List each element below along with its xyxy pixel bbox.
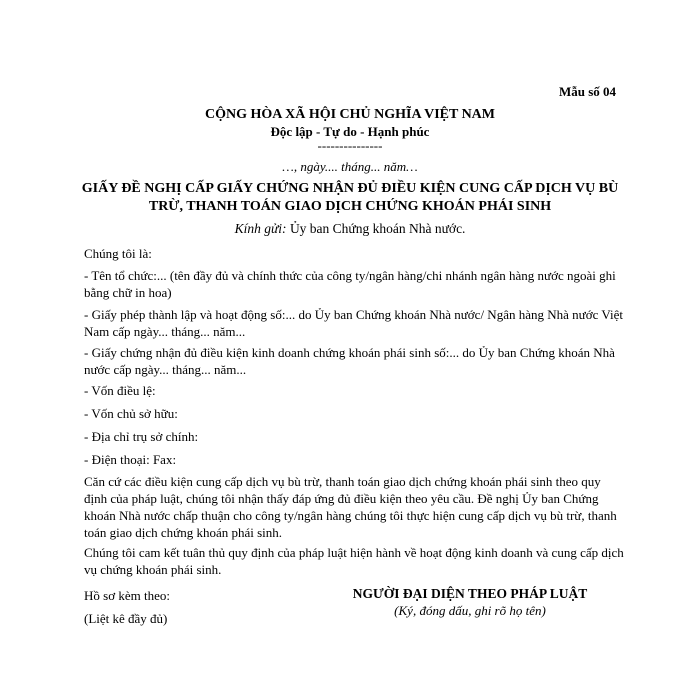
dateline: …, ngày.... tháng... năm… (282, 159, 418, 174)
signatory-note: (Ký, đóng dấu, ghi rõ họ tên) (394, 603, 546, 618)
recipient-line (0, 221, 700, 237)
organization-name-line: - Tên tổ chức:... (tên đầy đủ và chính thức của công ty/ngân hàng/chi nhánh ngân hàng nước ngoài ghi bằng chữ in hoa) (84, 268, 616, 300)
attachments-note: (Liệt kê đầy đủ) (84, 611, 168, 626)
address-line: - Địa chỉ trụ sở chính: (84, 429, 199, 444)
form-number: Mẫu số 04 (558, 84, 616, 99)
document-title: GIẤY ĐỀ NGHỊ CẤP GIẤY CHỨNG NHẬN ĐỦ ĐIỀU KIỆN CUNG CẤP DỊCH VỤ BÙ TRỪ, THANH TOÁN GIAO DỊCH CHỨNG KHOÁN PHÁI SINH (81, 181, 619, 214)
intro-text: Chúng tôi là: (84, 246, 152, 261)
license-line: - Giấy phép thành lập và hoạt động số:... do Ủy ban Chứng khoán Nhà nước/ Ngân hàng Nhà nước Việt Nam cấp ngày... tháng... năm... (84, 307, 623, 339)
recipient-label: Kính gửi: (234, 221, 287, 236)
basis-paragraph: Căn cứ các điều kiện cung cấp dịch vụ bù trừ, thanh toán giao dịch chứng khoán phái sinh theo quy định của pháp luật, chúng tôi nhận thấy đáp ứng đủ điều kiện theo yêu cầu. Đề nghị Ủy ban Chứng khoán Nhà nước chấp thuận cho công ty/ngân hàng chúng tôi thực hiện cung cấp dịch vụ bù trừ, thanh toán giao dịch chứng khoán phái sinh. (84, 474, 617, 540)
equity-line: - Vốn chủ sở hữu: (84, 406, 178, 421)
national-motto: Độc lập - Tự do - Hạnh phúc (270, 124, 430, 139)
recipient-value: Ủy ban Chứng khoán Nhà nước. (289, 221, 466, 236)
attachments-label: Hồ sơ kèm theo: (84, 588, 170, 603)
signatory-title: NGƯỜI ĐẠI DIỆN THEO PHÁP LUẬT (352, 586, 588, 601)
header-separator: --------------- (317, 138, 383, 153)
commitment-paragraph: Chúng tôi cam kết tuân thủ quy định của pháp luật hiện hành về hoạt động kinh doanh và cung cấp dịch vụ chứng khoán phái sinh. (84, 545, 624, 577)
phone-fax-line: - Điện thoại: Fax: (84, 452, 177, 467)
nation-heading: CỘNG HÒA XÃ HỘI CHỦ NGHĨA VIỆT NAM (204, 107, 495, 122)
certificate-line: - Giấy chứng nhận đủ điều kiện kinh doanh chứng khoán phái sinh số:... do Ủy ban Chứng khoán Nhà nước cấp ngày... tháng... năm... (84, 345, 615, 377)
charter-capital-line: - Vốn điều lệ: (84, 383, 156, 398)
